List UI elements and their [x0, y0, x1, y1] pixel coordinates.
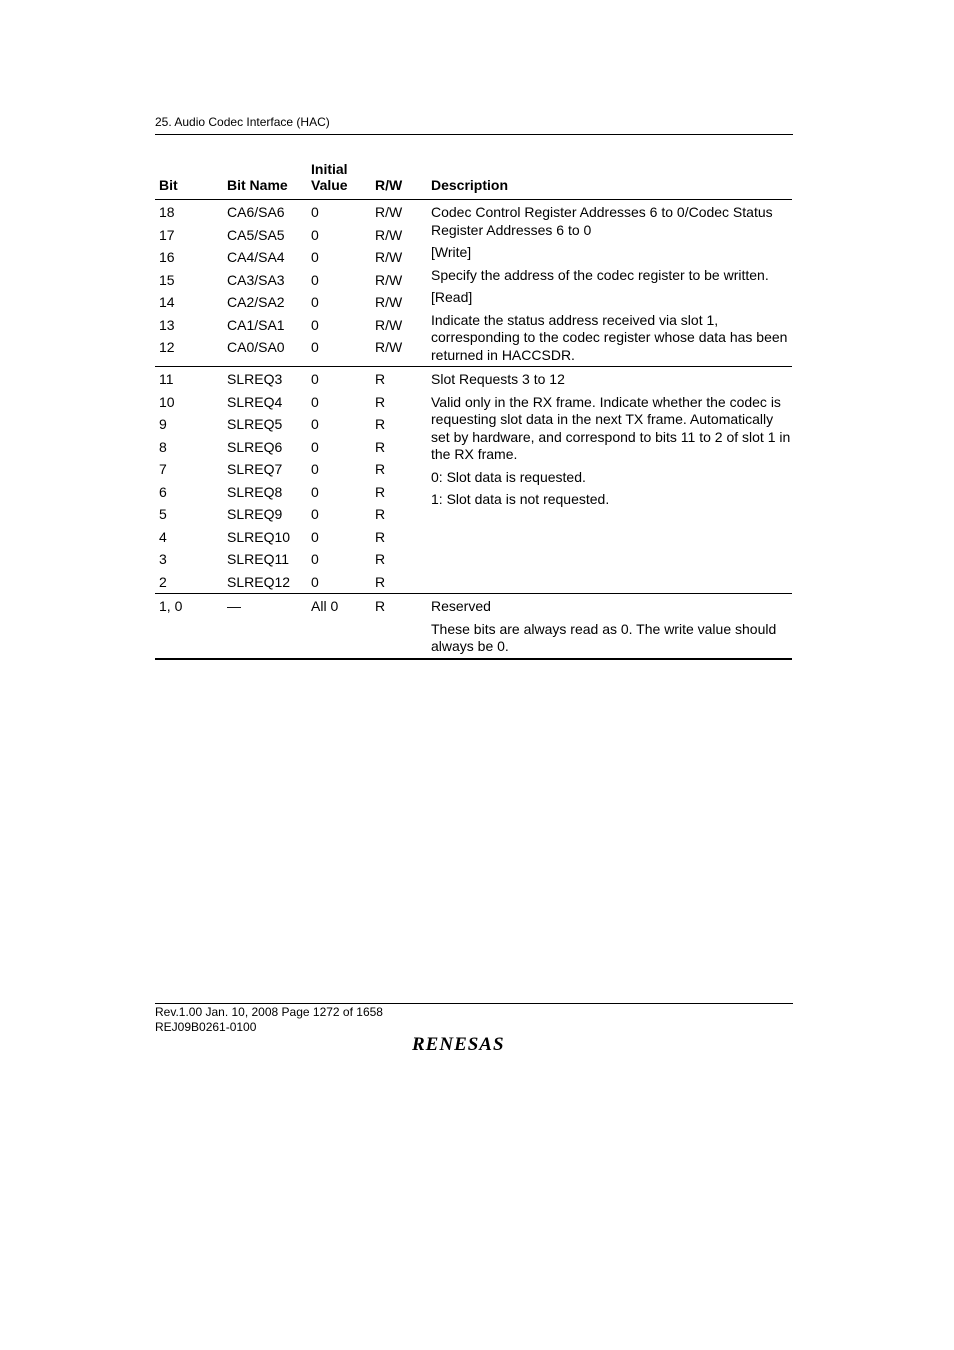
col-initial-line2: Value [311, 177, 348, 193]
cell-bit-name: CA2/SA2 [227, 294, 285, 310]
renesas-logo: RENESAS [412, 1034, 505, 1055]
cell-bit-name: SLREQ6 [227, 438, 283, 455]
cell-bit: 12 [159, 339, 175, 355]
cell-bit: 16 [159, 249, 175, 265]
cell-initial-value: 0 [311, 438, 319, 455]
description-paragraph: Valid only in the RX frame. Indicate whether the codec is requesting slot data in the next TX frame. Automatically set by hardware, and correspond to bits 11 to 2 of slot 1 in the RX frame. [431, 393, 791, 462]
cell-bit: 18 [159, 204, 175, 220]
cell-bit: 6 [159, 483, 167, 500]
cell-bit: 4 [159, 528, 167, 545]
cell-initial-value: 0 [311, 506, 319, 522]
table-row [155, 293, 425, 311]
col-description: Description [431, 177, 509, 193]
table-row [155, 505, 425, 523]
footer-doc-number: REJ09B0261-0100 [155, 1020, 257, 1034]
table-row [155, 226, 425, 244]
col-bit: Bit [159, 177, 178, 193]
cell-bit: 7 [159, 461, 167, 477]
table-row [155, 415, 425, 433]
cell-bit-name: CA3/SA3 [227, 271, 285, 288]
cell-bit: 5 [159, 506, 167, 522]
cell-bit: 9 [159, 416, 167, 432]
table-row [155, 338, 425, 356]
cell-initial-value: 0 [311, 316, 319, 333]
cell-initial-value: 0 [311, 226, 319, 243]
table-header [155, 158, 792, 200]
table-row [155, 438, 425, 456]
description-paragraph: [Write] [431, 244, 472, 260]
cell-rw: R [375, 393, 386, 410]
cell-bit-name: SLREQ4 [227, 393, 283, 410]
cell-bit-name: CA0/SA0 [227, 339, 285, 355]
cell-initial-value: 0 [311, 249, 319, 265]
cell-bit: 17 [159, 226, 175, 243]
cell-bit-name: SLREQ5 [227, 416, 283, 432]
description-paragraph: 1: Slot data is not requested. [431, 491, 610, 507]
cell-initial-value: 0 [311, 339, 319, 355]
cell-initial-value: 0 [311, 416, 319, 432]
cell-rw: R [375, 371, 386, 387]
cell-bit: 2 [159, 573, 167, 590]
table-body [155, 200, 792, 660]
cell-initial-value: 0 [311, 551, 319, 567]
cell-rw: R [375, 506, 386, 522]
cell-bit-name: SLREQ8 [227, 483, 283, 500]
footer-revision: Rev.1.00 Jan. 10, 2008 Page 1272 of 1658 [155, 1005, 383, 1019]
cell-bit-name: SLREQ3 [227, 371, 283, 387]
cell-bit: 10 [159, 393, 175, 410]
cell-initial-value: 0 [311, 271, 319, 288]
col-rw: R/W [375, 177, 403, 193]
header-rule [155, 134, 793, 135]
cell-description [431, 204, 791, 369]
cell-bit: 11 [159, 371, 174, 387]
cell-rw: R [375, 551, 386, 567]
col-bit-name: Bit Name [227, 177, 288, 193]
table-row [155, 460, 425, 478]
cell-rw: R [375, 416, 386, 432]
cell-bit: 1, 0 [159, 598, 183, 614]
cell-bit-name: — [227, 598, 241, 614]
table-section [155, 594, 792, 660]
cell-initial-value: All 0 [311, 598, 339, 614]
cell-rw: R [375, 483, 386, 500]
cell-rw: R/W [375, 226, 403, 243]
table-row [155, 528, 425, 546]
cell-bit: 14 [159, 294, 175, 310]
cell-initial-value: 0 [311, 461, 319, 477]
cell-rw: R [375, 598, 386, 614]
table-row [155, 203, 425, 221]
cell-initial-value: 0 [311, 294, 319, 310]
footer-rule [155, 1003, 793, 1004]
cell-rw: R/W [375, 316, 403, 333]
cell-rw: R/W [375, 294, 403, 310]
cell-bit: 13 [159, 316, 175, 333]
cell-bit-name: SLREQ11 [227, 551, 289, 567]
cell-description [431, 598, 791, 661]
cell-rw: R/W [375, 204, 403, 220]
cell-initial-value: 0 [311, 393, 319, 410]
cell-initial-value: 0 [311, 204, 319, 220]
description-paragraph: Slot Requests 3 to 12 [431, 371, 565, 387]
cell-rw: R/W [375, 271, 403, 288]
table-section [155, 367, 792, 594]
col-initial-line1: Initial [311, 161, 348, 177]
cell-rw: R/W [375, 249, 403, 265]
cell-description [431, 371, 791, 514]
table-row [155, 370, 425, 388]
register-table [155, 158, 792, 660]
cell-initial-value: 0 [311, 371, 319, 387]
table-row [155, 597, 425, 615]
description-paragraph: Reserved [431, 598, 491, 614]
cell-bit-name: CA5/SA5 [227, 226, 285, 243]
description-paragraph: Specify the address of the codec register to be written. [431, 266, 769, 283]
description-paragraph: These bits are always read as 0. The write value should always be 0. [431, 620, 777, 654]
cell-bit-name: SLREQ10 [227, 528, 291, 545]
cell-bit-name: CA4/SA4 [227, 249, 285, 265]
description-paragraph: Codec Control Register Addresses 6 to 0/Codec Status Register Addresses 6 to 0 [431, 204, 773, 238]
table-row [155, 573, 425, 591]
cell-bit: 8 [159, 438, 167, 455]
cell-rw: R [375, 528, 386, 545]
table-row [155, 550, 425, 568]
cell-rw: R [375, 461, 386, 477]
page-header: 25. Audio Codec Interface (HAC) [155, 115, 330, 129]
cell-initial-value: 0 [311, 573, 319, 590]
table-section [155, 200, 792, 367]
cell-rw: R/W [375, 339, 403, 355]
table-row [155, 316, 425, 334]
cell-rw: R [375, 573, 386, 590]
table-row [155, 248, 425, 266]
cell-bit: 3 [159, 551, 167, 567]
cell-initial-value: 0 [311, 528, 319, 545]
cell-initial-value: 0 [311, 483, 319, 500]
page-footer [155, 1005, 383, 1035]
cell-bit: 15 [159, 271, 175, 288]
cell-bit-name: CA1/SA1 [227, 316, 285, 333]
cell-bit-name: CA6/SA6 [227, 204, 285, 220]
table-row [155, 271, 425, 289]
description-paragraph: 0: Slot data is requested. [431, 468, 586, 485]
cell-rw: R [375, 438, 386, 455]
table-row [155, 483, 425, 501]
col-initial-value [311, 161, 348, 193]
cell-bit-name: SLREQ12 [227, 573, 291, 590]
cell-bit-name: SLREQ7 [227, 461, 283, 477]
cell-bit-name: SLREQ9 [227, 506, 283, 522]
description-paragraph: [Read] [431, 289, 473, 305]
description-paragraph: Indicate the status address received via slot 1, corresponding to the codec register whose data has been returned in HACCSDR. [431, 311, 788, 363]
table-row [155, 393, 425, 411]
